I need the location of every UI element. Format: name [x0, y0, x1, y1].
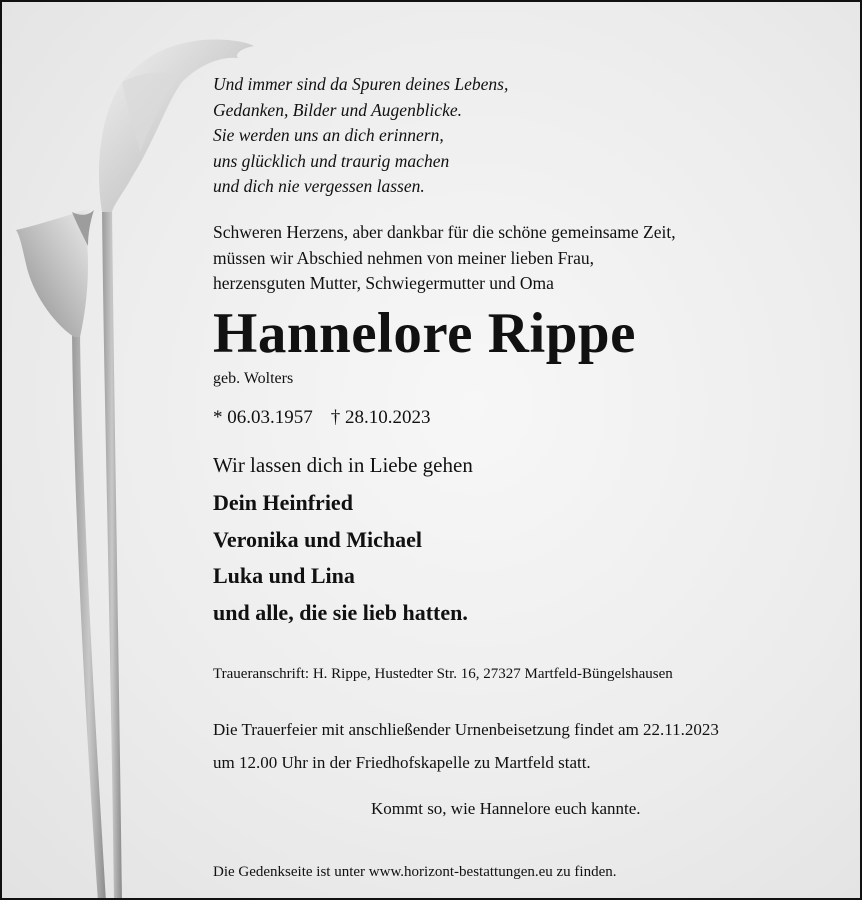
service-info	[213, 713, 719, 779]
mourning-address: Traueranschrift: H. Rippe, Hustedter Str. 16, 27327 Martfeld-Büngelshausen	[213, 666, 673, 682]
tall-stem	[102, 207, 122, 900]
poem-line: Sie werden uns an dich erinnern,	[213, 125, 444, 145]
family-line: und alle, die sie lieb hatten.	[213, 599, 468, 625]
short-stem	[72, 332, 106, 900]
poem-line: Gedanken, Bilder und Augenblicke.	[213, 99, 462, 120]
farewell-line: Wir lassen dich in Liebe gehen	[213, 453, 473, 477]
family-line: Veronika und Michael	[213, 526, 423, 552]
family-signatures	[213, 485, 468, 631]
family-line: Luka und Lina	[213, 563, 355, 588]
life-dates	[213, 407, 431, 429]
maiden-name: geb. Wolters	[213, 370, 294, 387]
intro-text	[213, 220, 676, 297]
intro-line: müssen wir Abschied nehmen von meiner lieben Frau,	[213, 247, 595, 268]
intro-line: Schweren Herzens, aber dankbar für die schöne gemeinsame Zeit,	[213, 222, 676, 242]
service-line: Die Trauerfeier mit anschließender Urnenbeisetzung findet am 22.11.2023	[213, 720, 719, 739]
deceased-name: Hannelore Rippe	[213, 302, 636, 365]
poem	[213, 72, 508, 200]
poem-line: Und immer sind da Spuren deines Lebens,	[213, 74, 509, 94]
birth-date: * 06.03.1957	[213, 407, 313, 428]
poem-line: und dich nie vergessen lassen.	[213, 176, 425, 196]
death-date: † 28.10.2023	[330, 407, 431, 428]
family-line: Dein Heinfried	[213, 490, 353, 515]
poem-line: uns glücklich und traurig machen	[213, 150, 450, 171]
intro-line: herzensguten Mutter, Schwiegermutter und Oma	[213, 273, 554, 293]
motto: Kommt so, wie Hannelore euch kannte.	[371, 799, 641, 818]
service-line: um 12.00 Uhr in der Friedhofskapelle zu Martfeld statt.	[213, 753, 591, 772]
memorial-page-note: Die Gedenkseite ist unter www.horizont-bestattungen.eu zu finden.	[213, 864, 617, 880]
